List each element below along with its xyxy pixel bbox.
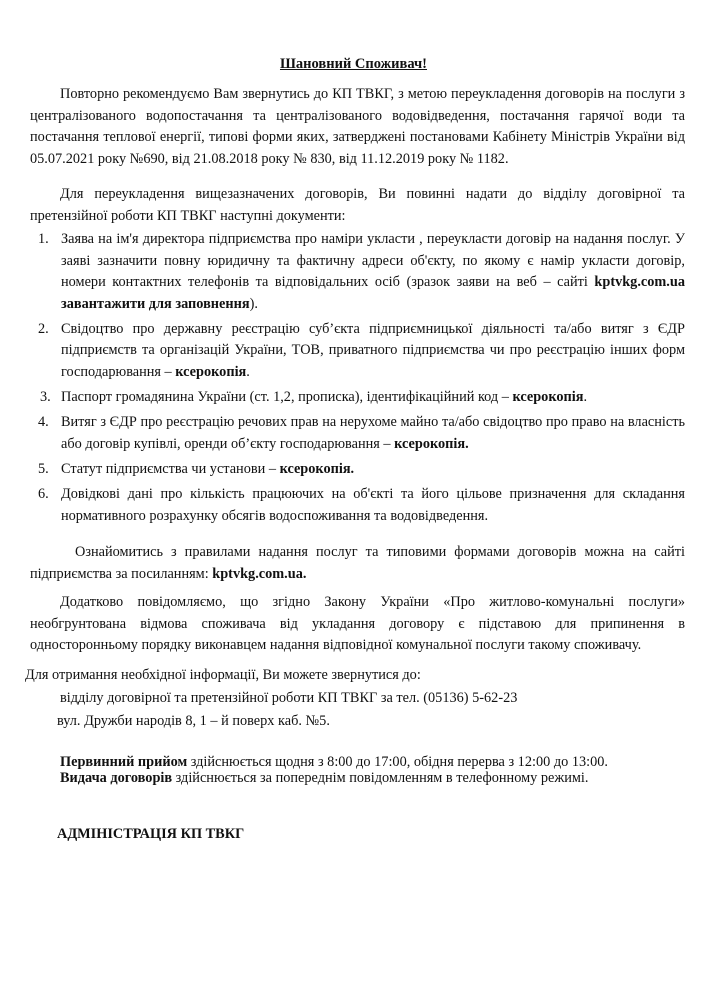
- list-item: [30, 459, 685, 481]
- website-text: Ознайомитись з правилами надання послуг та типовими формами договорів можна на сайті підприємства за посиланням:: [30, 544, 685, 582]
- website-text-line: [30, 542, 685, 585]
- list-item-bold: ксерокопія.: [279, 460, 355, 477]
- list-item-tail: .: [246, 364, 250, 381]
- letter-title: Шановний Споживач!: [279, 56, 428, 72]
- list-item-text: Заява на ім'я директора підприємства про наміри укласти , переукласти договір на надання послуг. У заяві зазначити повну юридичну та фактичну адреси об'єкту, по якому є намір укласти договір, номери контактних телефонів та відповідальних осіб (зразок заяви на веб – сайті: [61, 231, 685, 291]
- list-item: [30, 484, 685, 527]
- documents-intro-text: Для переукладення вищезазначених договорів, Ви повинні надати до відділу договірної та претензійної роботи КП ТВКГ наступні документи:: [30, 186, 685, 224]
- website-paragraph: [30, 542, 685, 585]
- list-item: [30, 412, 685, 455]
- intro-text: Повторно рекомендуємо Вам звернутись до КП ТВКГ, з метою переукладення договорів на послуги з централізованого водопостачання та централізованого водовідведення, постачання гарячої води та постачання теплової енергії, типові форми яких, затверджені постановами Кабінету Міністрів України від 05.07.2021 року №690, від 21.08.2018 року № 830, від 11.12.2019 року № 1182.: [30, 86, 685, 167]
- list-item-number: 3.: [40, 389, 51, 406]
- reception-text: здійснюється щодня з 8:00 до 17:00, обідня перерва з 12:00 до 13:00.: [187, 754, 608, 770]
- contact-intro: Для отримання необхідної інформації, Ви можете звернутися до:: [25, 667, 421, 683]
- signature: АДМІНІСТРАЦІЯ КП ТВКГ: [57, 826, 245, 842]
- list-item-number: 5.: [38, 460, 49, 477]
- list-item-bold: ксерокопія: [175, 364, 247, 381]
- contracts-issue-label: Видача договорів: [60, 770, 173, 786]
- list-item-number: 2.: [38, 320, 49, 337]
- contact-department: відділу договірної та претензійної роботи КП ТВКГ за тел. (05136) 5-62-23: [60, 690, 518, 706]
- list-item-tail: ).: [249, 295, 258, 312]
- list-item-bold: ксерокопія.: [394, 435, 469, 452]
- list-item-text: Свідоцтво про державну реєстрацію суб’єкта підприємницької діяльності та/або витяг з ЄДР підприємств та організацій України, ТОВ, приватного підприємства чи про реєстрацію інших форм господарювання –: [61, 320, 685, 381]
- notice-text: Додатково повідомляємо, що згідно Закону України «Про житлово-комунальні послуги» необгрунтована відмова споживача від укладання договору є підставою для припинення в односторонньому порядку виконавцем надання відповідної комунальної послуги такому споживачу.: [30, 594, 685, 654]
- list-item-number: 4.: [38, 414, 49, 431]
- list-item-text: Довідкові дані про кількість працюючих на об'єкті та його цільове призначення для складання нормативного розрахунку обсягів водоспоживання та водовідведення.: [61, 486, 685, 524]
- list-item: [30, 387, 685, 409]
- reception-label: Первинний прийом: [60, 754, 188, 770]
- website-link[interactable]: kptvkg.com.ua.: [212, 565, 307, 582]
- list-item-text: Статут підприємства чи установи –: [61, 460, 280, 477]
- list-item-number: 1.: [38, 231, 49, 247]
- contracts-issue: [60, 768, 588, 790]
- list-item-number: 6.: [38, 486, 49, 503]
- list-item-tail: .: [583, 389, 588, 406]
- list-item: [30, 319, 685, 384]
- list-item-text: Паспорт громадянина України (ст. 1,2, прописка), ідентифікаційний код –: [61, 389, 513, 406]
- contact-address: вул. Дружби народів 8, 1 – й поверх каб. №5.: [57, 713, 330, 729]
- intro-paragraph: [30, 84, 685, 170]
- list-item: [30, 229, 685, 315]
- contracts-issue-text: здійснюється за попереднім повідомленням в телефонному режимі.: [172, 770, 589, 786]
- list-item-bold: ксерокопія: [512, 389, 584, 406]
- notice-paragraph: [30, 592, 685, 657]
- documents-list: [30, 229, 685, 531]
- documents-intro-paragraph: [30, 184, 685, 227]
- list-item-text: Витяг з ЄДР про реєстрацію речових прав на нерухоме майно та/або свідоцтво про право на власність або договір купівлі, оренди об’єкту господарювання –: [61, 414, 685, 452]
- list-item-bold: kptvkg.com.ua завантажити для заповнення: [61, 274, 685, 312]
